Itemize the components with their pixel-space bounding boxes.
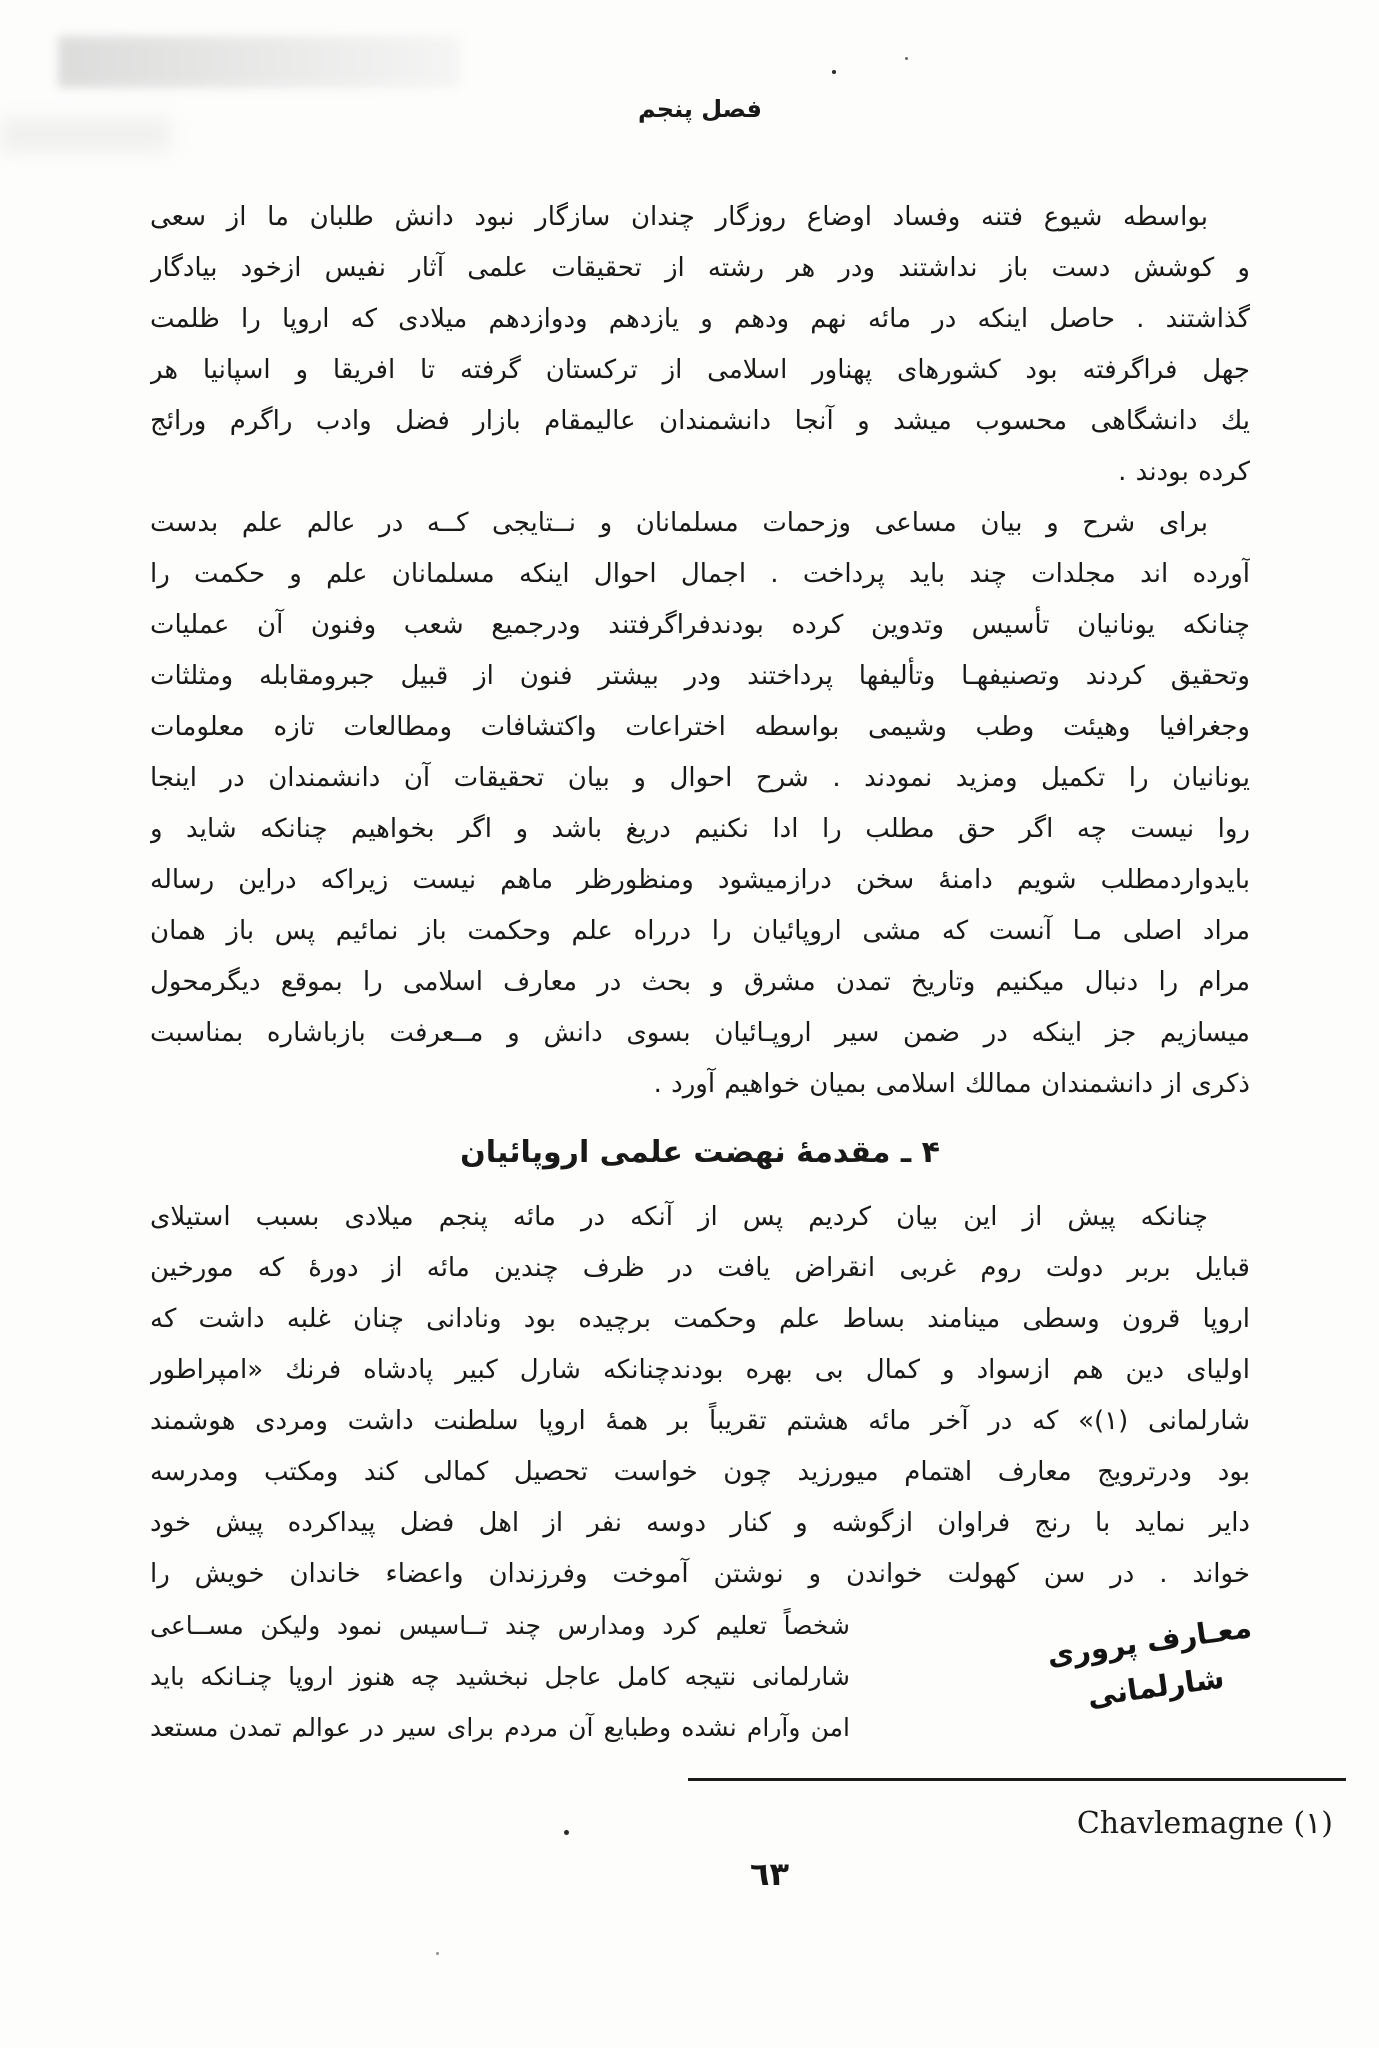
text-line: بایدواردمطلب شویم دامنۀ سخن درازمیشود ومنظورظر ماهم نیست زیراکه دراین رساله — [150, 865, 1250, 895]
scan-speck — [436, 1952, 439, 1955]
footnote: Chavlemagne (١) — [1076, 1806, 1333, 1841]
margin-note — [1030, 1602, 1276, 1726]
text-line: گذاشتند . حاصل اینکه در مائه نهم ودهم و یازدهم ودوازدهم میلادی که اروپا را ظلمت — [150, 304, 1250, 334]
text-line: وجغرافیا وهیئت وطب وشیمی بواسطه اختراعات واکتشافات ومطالعات تازه معلومات — [150, 712, 1250, 742]
section-heading: ۴ ـ مقدمۀ نهضت علمی اروپائیان — [460, 1135, 940, 1170]
text-line: شخصاً تعلیم کرد ومدارس چند تــاسیس نمود ولیکن مســاعی — [150, 1611, 850, 1640]
page-number: ٦٣ — [750, 1855, 790, 1893]
text-line: و کوشش دست باز نداشتند ودر هر رشته از تحقیقات علمی آثار نفیس ازخود بیادگار — [150, 253, 1250, 283]
scan-speck — [832, 70, 836, 74]
text-line: آورده اند مجلدات چند باید پرداخت . اجمال احوال اینکه مسلمانان علم و حکمت را — [150, 559, 1250, 589]
text-line: مراد اصلی مـا آنست که مشی اروپائیان را درراه علم وحکمت باز نمائیم پس باز همان — [150, 916, 1250, 946]
text-line: برای شرح و بیان مساعی وزحمات مسلمانان و نــتایجی کــه در عالم علم بدست — [150, 508, 1208, 538]
text-line: بود ودرترویج معارف اهتمام میورزید چون خواست تحصیل کمالی کند ومکتب ومدرسه — [150, 1457, 1250, 1487]
text-line: یك دانشگاهی محسوب میشد و آنجا دانشمندان عالیمقام بازار فضل وادب راگرم ورائج — [150, 406, 1250, 436]
text-line: روا نیست چه اگر حق مطلب را ادا نکنیم دریغ باشد و اگر بخواهیم چنانکه شاید و — [150, 814, 1250, 844]
text-line: دایر نماید با رنج فراوان ازگوشه و کنار دوسه نفر از اهل فضل پیداکرده پیش خود — [150, 1508, 1250, 1538]
text-line: امن وآرام نشده وطبایع آن مردم برای سیر در عوالم تمدن مستعد — [150, 1713, 850, 1742]
text-line: اولیای دین هم ازسواد و کمال بی بهره بودندچنانکه شارل کبیر پادشاه فرنك «امپراطور — [150, 1355, 1250, 1385]
scan-speck — [905, 57, 908, 60]
narrow-lines — [150, 1600, 850, 1753]
paragraph-3 — [150, 1192, 1254, 1753]
text-line: بواسطه شیوع فتنه وفساد اوضاع روزگار چندان سازگار نبود دانش طلبان ما از سعی — [150, 202, 1208, 232]
text-line: قبایل بربر دولت روم غربی انقراض یافت در ظرف چندین مائه از دورۀ که مورخین — [150, 1253, 1250, 1283]
text-line: یونانیان را تکمیل ومزید نمودند . شرح احوال و بیان تحقیقات آن دانشمندان در اینجا — [150, 763, 1250, 793]
footnote-divider — [688, 1778, 1346, 1781]
text-line: مرام را دنبال میکنیم وتاریخ تمدن مشرق و بحث در معارف اسلامی را بموقع دیگرمحول — [150, 967, 1250, 997]
scan-smudge — [58, 36, 460, 88]
chapter-header: فصل پنجم — [637, 95, 763, 123]
narrow-text-with-margin-note — [150, 1600, 1254, 1753]
text-line: میسازیم جز اینکه در ضمن سیر اروپـائیان بسوی دانش و مــعرفت بازباشاره بمناسبت — [150, 1018, 1250, 1048]
scan-speck — [564, 1830, 569, 1835]
margin-note-line: شارلمانی — [1085, 1660, 1227, 1714]
paragraph-1 — [150, 192, 1250, 498]
text-line: شارلمانی (١)» که در آخر مائه هشتم تقریباً بر همۀ اروپا سلطنت داشت ومردی هوشمند — [150, 1406, 1250, 1436]
text-line: چنانکه یونانیان تأسیس وتدوین کرده بودندفراگرفتند ودرجمیع شعب وفنون آن عملیات — [150, 610, 1250, 640]
text-line: ذکری از دانشمندان ممالك اسلامی بمیان خواهیم آورد . — [653, 1069, 1250, 1099]
text-line: اروپا قرون وسطی مینامند بساط علم وحکمت برچیده بود ونادانی چنان غلبه داشت که — [150, 1304, 1250, 1334]
text-line: چنانکه پیش از این بیان کردیم پس از آنکه در مائه پنجم میلادی بسبب استیلای — [150, 1202, 1208, 1232]
paragraph-2 — [150, 498, 1250, 1110]
text-column — [150, 90, 1254, 1753]
text-line: وتحقیق کردند وتصنیفهـا وتألیفها پرداختند ودر بیشتر فنون از قبیل جبرومقابله ومثلثات — [150, 661, 1250, 691]
text-line: جهل فراگرفته بود کشورهای پهناور اسلامی از ترکستان گرفته تا افریقا و اسپانیا هر — [150, 355, 1250, 385]
text-line: شارلمانی نتیجه کامل عاجل نبخشید چه هنوز اروپا چنـانکه باید — [150, 1662, 850, 1691]
text-line: خواند . در سن کهولت خواندن و نوشتن آموخت وفرزندان واعضاء خاندان خویش را — [150, 1559, 1250, 1589]
scan-smudge — [0, 118, 170, 152]
text-line: کرده بودند . — [1118, 457, 1250, 487]
margin-note-line: معـارف پروری — [1045, 1610, 1254, 1673]
